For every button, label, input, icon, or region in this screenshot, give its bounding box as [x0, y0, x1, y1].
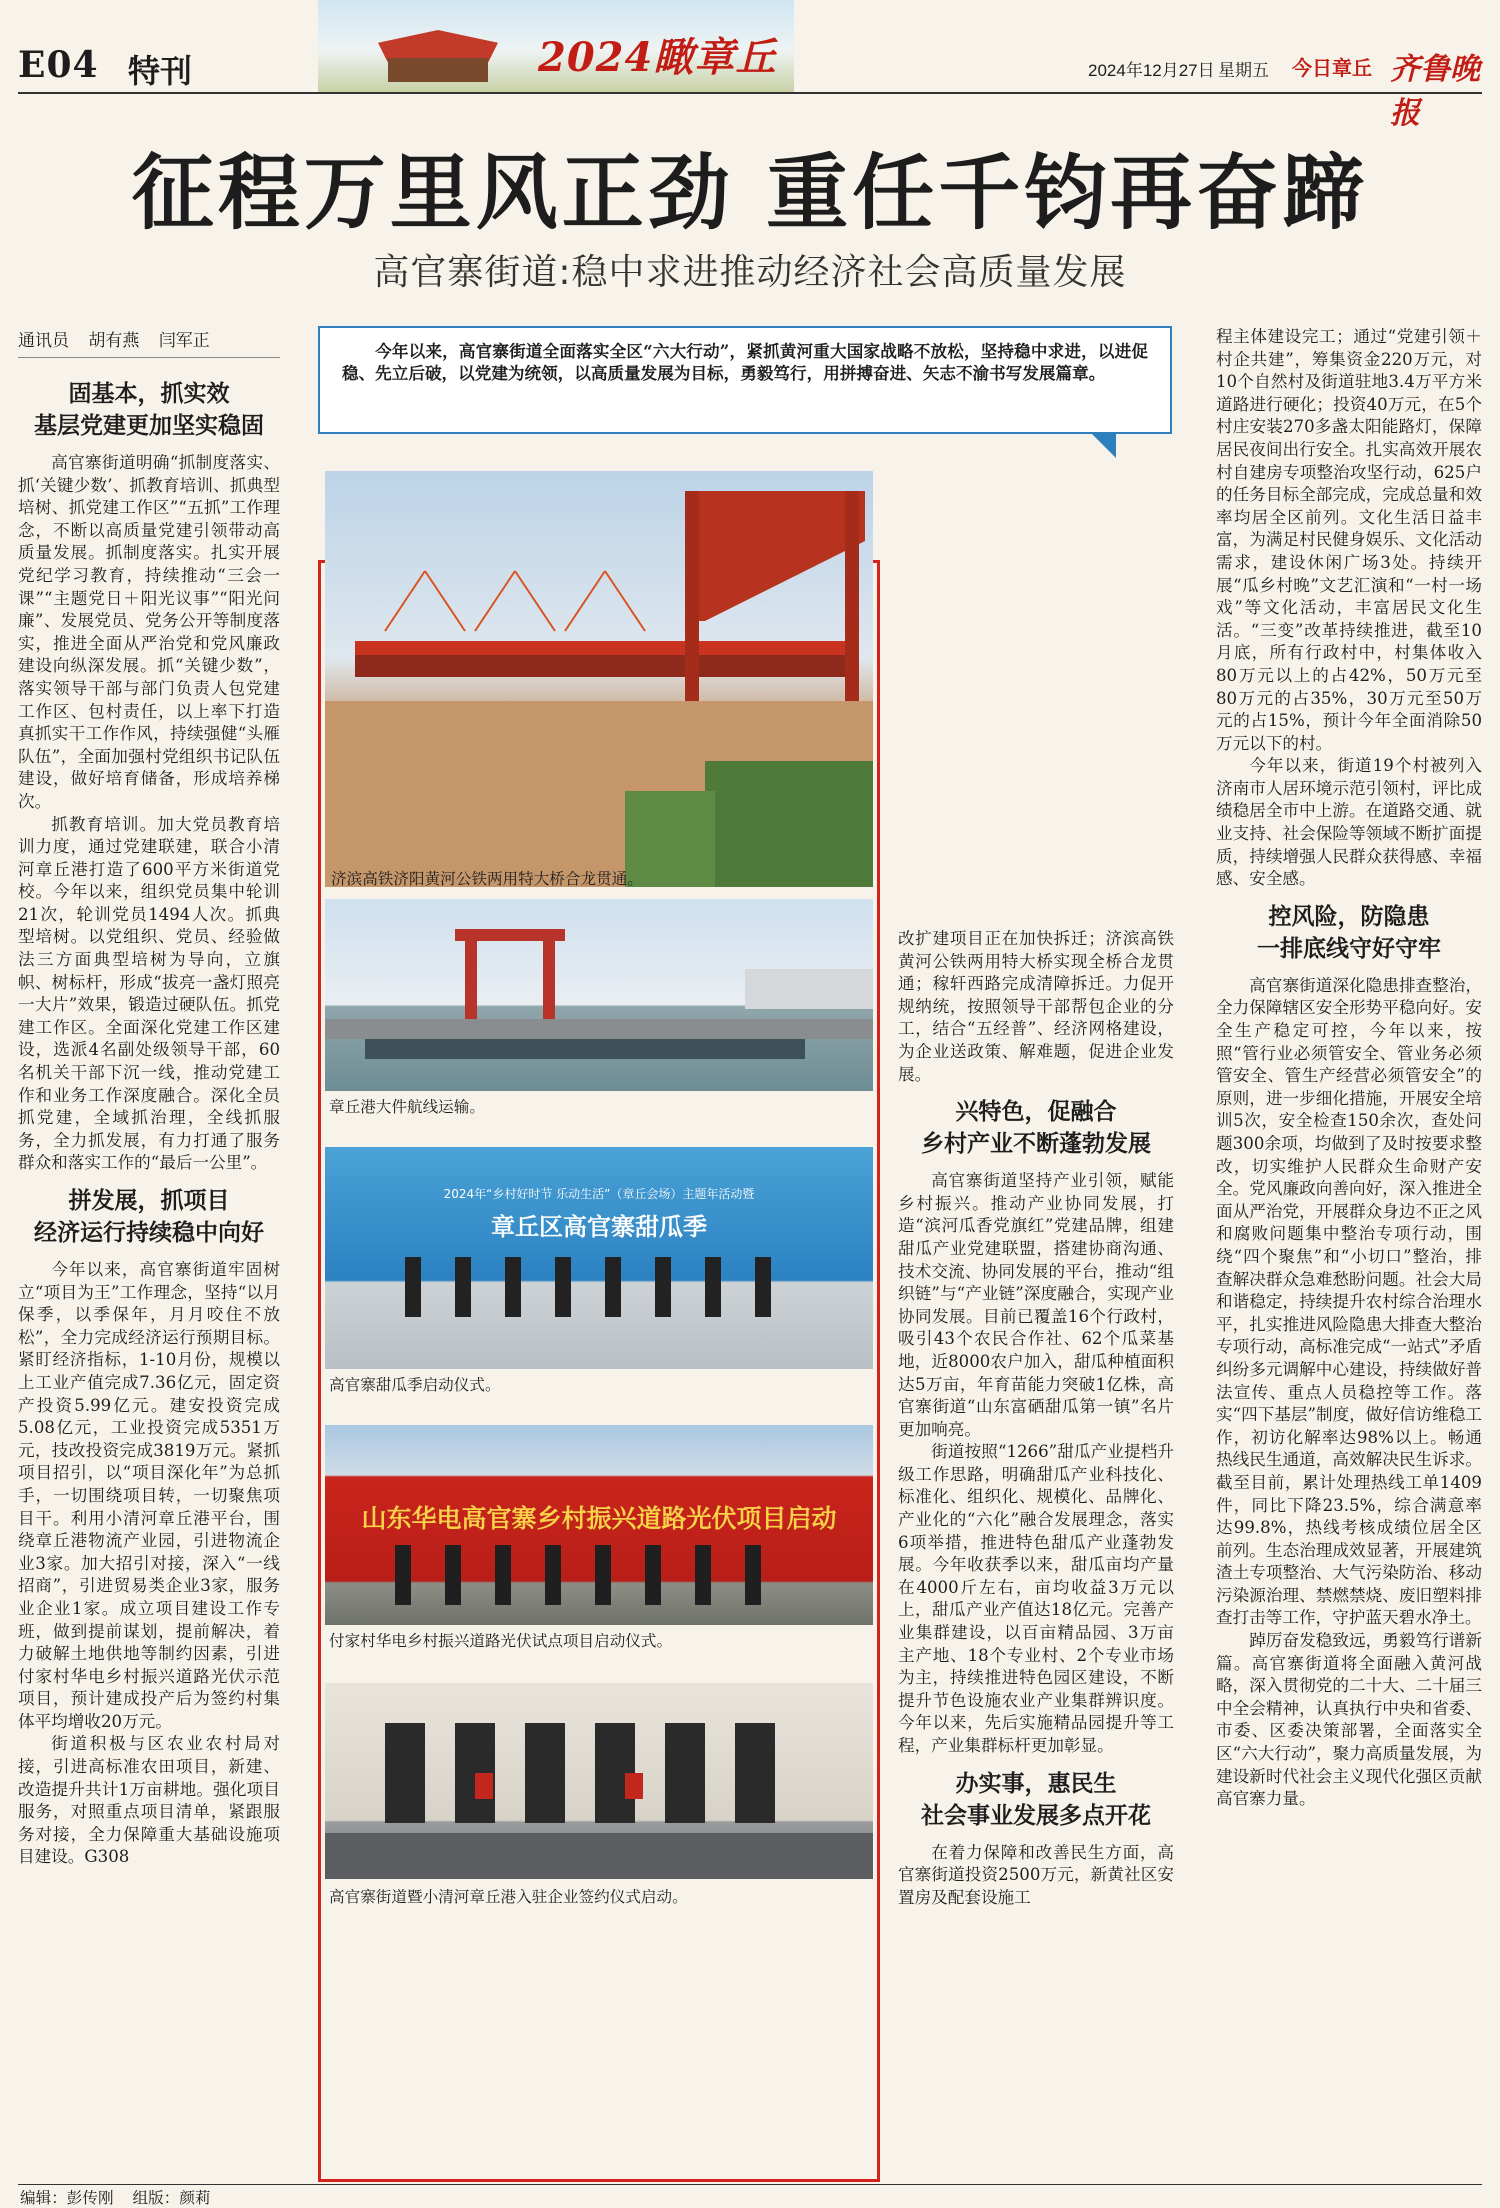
- issue-date: 2024年12月27日: [1088, 61, 1215, 80]
- photo-port: [325, 899, 873, 1091]
- signing-illustration: [325, 1683, 873, 1879]
- paragraph: 高官寨街道明确“抓制度落实、抓‘关键少数’、抓教育培训、抓典型培树、抓党建工作区”“五抓”工作理念，不断以高质量党建引领带动高质量发展。抓制度落实。扎实开展党纪学习教育，持续推动“三会一课”“主题党日＋阳光议事”“阳光问廉”、发展党员、党务公开等制度落实，推进全面从严治党和党风廉政建设向纵深发展。抓“关键少数”，落实领导干部与部门负责人包党建工作区、包村责任，以上率下打造真抓实干工作作风，持续强健“头雁队伍”，全面加强村党组织书记队伍建设，做好培育储备，形成培养梯次。: [18, 453, 280, 811]
- paragraph: 今年以来，街道19个村被列入济南市人居环境示范引领村，评比成绩稳居全市中上游。在道路交通、就业支持、社会保险等领域不断扩面提质，持续增强人民群众获得感、幸福感、安全感。: [1216, 756, 1482, 889]
- section-title-line: 办实事，惠民生: [955, 1769, 1117, 1797]
- section-title-line: 经济运行持续稳中向好: [34, 1219, 264, 1246]
- section-title-livelihood: [898, 1768, 1174, 1832]
- bridge-illustration: [325, 471, 873, 887]
- paragraph: 抓教育培训。加大党员教育培训力度，通过党建联建，联合小清河章丘港打造了600平方米街道党校。今年以来，组织党员集中轮训21次，轮训党员1494人次。抓典型培树。以党组织、党员、经验做法三方面典型培树为导向，立旗帜、树标杆，形成“拔亮一盏灯照亮一大片”效果，锻造过硬队伍。抓党建工作区。全面深化党建工作区建设，选派4名副处级领导干部，60名机关干部下沉一线，推动党建工作和业务工作深度融合。深化全员抓党建，全域抓治理，全线抓服务，全力抓发展，有力打通了服务群众和落实工作的“最后一公里”。: [18, 814, 280, 1173]
- byline-author: 胡有燕: [88, 331, 140, 351]
- people-illustration: [325, 1147, 873, 1369]
- photo-caption: 济滨高铁济阳黄河公铁两用特大桥合龙贯通。: [331, 870, 643, 887]
- paragraph: 今年以来，高官寨街道牢固树立“项目为王”工作理念，坚持“以月保季，以季保年，月月咬住不放松”，全力完成经济运行预期目标。紧盯经济指标，1-10月份，规模以上工业产值完成7.36亿元，固定资产投资5.99亿元。建安投资完成5.08亿元，工业投资完成5351万元，技改投资完成3819万元。紧抓项目招引，以“项目深化年”为总抓手，一切围绕项目转，一切聚焦项目干。利用小清河章丘港平台，围绕章丘港物流产业园，引进物流企业3家。加大招引对接，深入“一线招商”，引进贸易类企业3家，服务业企业1家。成立项目建设工作专班，做到提前谋划，提前解决，着力破解土地供地等制约因素，引进付家村华电乡村振兴道路光伏示范项目，预计建成投产后为签约村集体平均增收20万元。: [18, 1260, 280, 1731]
- photo-bridge: [325, 471, 873, 887]
- article-column-1: [18, 368, 280, 1869]
- paragraph: 街道积极与区农业农村局对接，引进高标准农田项目，新建、改造提升共计1万亩耕地。强化项目服务，对照重点项目清单，紧跟服务对接，全力保障重大基础设施项目建设。G308: [18, 1734, 280, 1867]
- paragraph: 程主体建设完工；通过“党建引领＋村企共建”，筹集资金220万元，对10个自然村及街道驻地3.4万平方米道路进行硬化；投资40万元，在5个村庄安装270多盏太阳能路灯，保障居民夜间出行安全。扎实高效开展农村自建房专项整治攻坚行动，625户的任务目标全部完成，完成总量和效率均居全区前列。文化生活日益丰富，为满足村民健身娱乐、文化活动需求，建设休闲广场3处。持续开展“瓜乡村晚”文艺汇演和“一村一场戏”等文化活动，丰富居民文化生活。“三变”改革持续推进，截至10月底，所有行政村中，村集体收入80万元以上的占42%，50万元至80万元的占35%，30万元至50万元的占15%，预计今年全面消除50万元以下的村。: [1216, 327, 1482, 753]
- photo-pv-ceremony: [325, 1425, 873, 1625]
- stage-backdrop-line: 2024年“乡村好时节 乐动生活”（章丘会场）主题年活动暨: [443, 1187, 755, 1201]
- paragraph: 在着力保障和改善民生方面，高官寨街道投资2500万元，新黄社区安置房及配套设施工: [898, 1842, 1174, 1907]
- header-rule: [18, 92, 1482, 94]
- photo-caption: 章丘港大件航线运输。: [329, 1098, 485, 1116]
- section-title-line: 基层党建更加坚实稳固: [34, 412, 264, 439]
- article-column-3: [898, 928, 1174, 1909]
- footer-credits: [20, 2186, 211, 2208]
- photo-melon-festival: [325, 1147, 873, 1369]
- section-title-risk-control: [1216, 901, 1482, 965]
- section-title-line: 社会事业发展多点开花: [921, 1801, 1151, 1829]
- pavilion-hall-graphic: [388, 58, 488, 82]
- intro-text: 今年以来，高官寨街道全面落实全区“六大行动”，紧抓黄河重大国家战略不放松，坚持稳中求进，以进促稳、先立后破，以党建为统领，以高质量发展为目标，勇毅笃行，用拼搏奋进、矢志不渝书写发展篇章。: [342, 341, 1148, 384]
- section-title-line: 乡村产业不断蓬勃发展: [921, 1130, 1151, 1158]
- stage-backdrop-title: 章丘区高官寨甜瓜季: [491, 1213, 707, 1241]
- design-credit: 组版：颜莉: [132, 2189, 211, 2207]
- section-title-line: 拼发展，抓项目: [68, 1187, 230, 1214]
- photo-signing: [325, 1683, 873, 1879]
- officials-illustration: [325, 1425, 873, 1625]
- newspaper-logo: 齐鲁晚报: [1390, 52, 1480, 131]
- intro-box-pointer: [1090, 432, 1116, 458]
- paragraph: 踔厉奋发稳致远，勇毅笃行谱新篇。高官寨街道将全面融入黄河战略，深入贯彻党的二十大、二十届三中全会精神，认真执行中央和省委、市委、区委决策部署，全面落实全区“六大行动”，聚力高质量发展，为建设新时代社会主义现代化强区贡献高官寨力量。: [1216, 1631, 1482, 1809]
- intro-box: [318, 326, 1172, 434]
- port-illustration: [325, 899, 873, 1091]
- section-title-line: 固基本，抓实效: [68, 380, 230, 407]
- section-title-industry: [898, 1096, 1174, 1160]
- paragraph: 高官寨街道深化隐患排查整治，全力保障辖区安全形势平稳向好。安全生产稳定可控，今年以来，按照“管行业必须管安全、管业务必须管安全、管生产经营必须管安全”的原则，进一步细化措施，开展安全培训5次，安全检查150余次，查处问题300余项，均做到了及时按要求整改，切实维护人民群众生命财产安全。党风廉政向善向好，深入推进全面从严治党，开展群众身边不正之风和腐败问题集中整治专项行动，围绕“四个聚焦”和“小切口”整治，排查解决群众急难愁盼问题。社会大局和谐稳定，持续提升农村综合治理水平，扎实推进风险隐患大排查大整治专项行动，高标准完成“一站式”矛盾纠纷多元调解中心建设，持续做好普法宣传、重点人员稳控等工作。落实“四下基层”制度，做好信访维稳工作，初访化解率达98%以上。畅通热线民生通道，高效解决民生诉求。截至目前，累计处理热线工单1409件，同比下降23.5%，综合满意率达99.8%，热线考核成绩位居全区前列。生态治理成效显著，开展建筑渣土专项整治、大气污染防治、移动污染源治理、禁燃禁烧、废旧塑料排查打击等工作，守护蓝天碧水净土。: [1216, 975, 1482, 1628]
- paragraph: 高官寨街道坚持产业引领，赋能乡村振兴。推动产业协同发展，打造“滨河瓜香党旗红”党建品牌，组建甜瓜产业党建联盟，搭建协商沟通、技术交流、协同发展的平台，推动“组织链”与“产业链”深度融合，实现产业协同发展。目前已覆盖16个行政村，吸引43个农民合作社、62个瓜菜基地，近8000农户加入，甜瓜种植面积达5万亩，年育苗能力突破1亿株，高官寨街道“山东富硒甜瓜第一镇”名片更加响亮。: [898, 1171, 1174, 1439]
- column-tag: 今日章丘: [1292, 58, 1372, 80]
- section-title-line: 一排底线守好守牢: [1257, 934, 1441, 962]
- page-number: E04: [18, 44, 99, 86]
- paragraph: 改扩建项目正在加快拆迁；济滨高铁黄河公铁两用特大桥实现全桥合龙贯通；稼轩西路完成清障拆迁。力促开规纳统，按照领导干部帮包企业的分工，结合“五经普”、经济网格建设，为企业送政策、解难题，促进企业发展。: [898, 929, 1174, 1084]
- byline: [18, 326, 280, 358]
- photo-frame: [318, 560, 880, 2182]
- main-headline: 征程万里风正劲 重任千钧再奋蹄: [131, 145, 1369, 241]
- section-title-party-building: [18, 378, 280, 442]
- section-title-line: 兴特色，促融合: [955, 1098, 1117, 1126]
- photo-caption: 高官寨甜瓜季启动仪式。: [329, 1376, 501, 1394]
- footer-rule: [18, 2184, 1482, 2185]
- byline-label: 通讯员: [18, 331, 69, 351]
- photo-caption: 高官寨街道暨小清河章丘港入驻企业签约仪式启动。: [329, 1888, 688, 1906]
- paragraph: 街道按照“1266”甜瓜产业提档升级工作思路，明确甜瓜产业科技化、标准化、组织化、规模化、品牌化、产业化的“六化”融合发展理念，落实6项举措，推进特色甜瓜产业蓬勃发展。今年收获季以来，甜瓜亩均产量在4000斤左右，亩均收益3万元以上，甜瓜产业产值达18亿元。完善产业集群建设，以百亩精品园、3万亩主产地、18个专业村、2个专业市场为主，持续推进特色园区建设，不断提升节色设施农业产业集群辨识度。今年以来，先后实施精品园提升等工程，产业集群标杆更加彰显。: [898, 1442, 1174, 1755]
- issue-weekday: 星期五: [1218, 61, 1269, 80]
- section-name: 特刊: [128, 52, 193, 90]
- article-column-4: [1216, 326, 1482, 1811]
- byline-author: 闫军正: [158, 331, 210, 351]
- section-title-line: 控风险，防隐患: [1268, 902, 1430, 930]
- ceremony-banner-text: 山东华电高官寨乡村振兴道路光伏项目启动: [361, 1504, 837, 1533]
- photo-caption: 付家村华电乡村振兴道路光伏试点项目启动仪式。: [329, 1632, 673, 1650]
- section-title-economy: [18, 1185, 280, 1249]
- subheadline: 高官寨街道:稳中求进推动经济社会高质量发展: [373, 252, 1127, 293]
- banner-title: 2024瞰章丘: [538, 34, 777, 81]
- editor-credit: 编辑：彭传刚: [20, 2189, 114, 2207]
- masthead-banner: [318, 0, 794, 92]
